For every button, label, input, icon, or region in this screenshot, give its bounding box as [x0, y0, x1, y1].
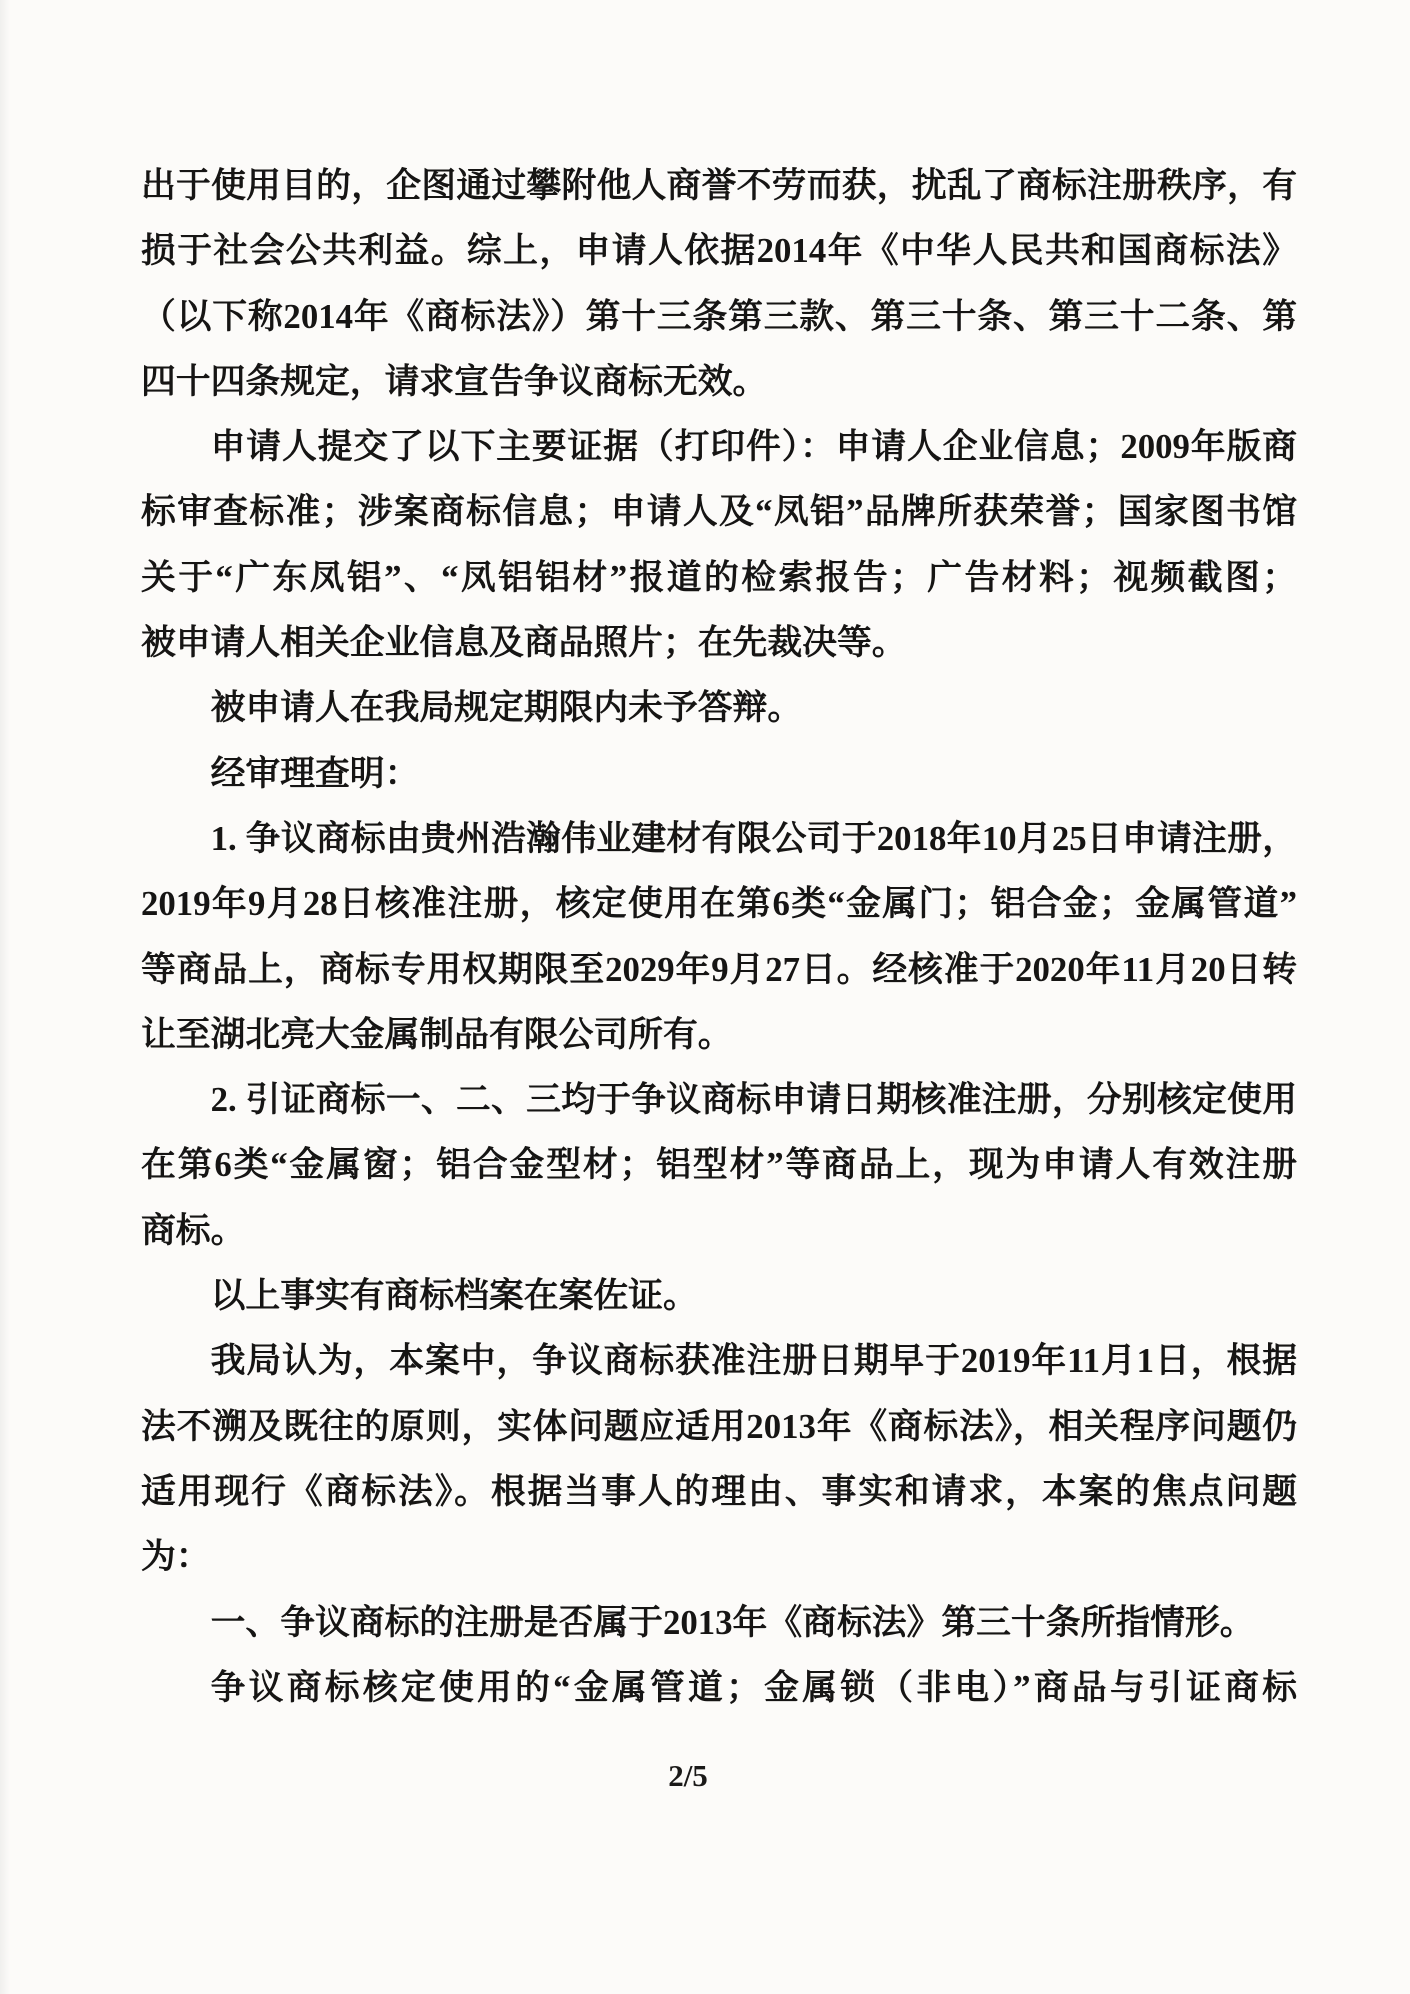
text-line: 四十四条规定，请求宣告争议商标无效。	[141, 361, 768, 401]
document-body	[141, 153, 1297, 1720]
text-line: 在第6类“金属窗；铝合金型材；铝型材”等商品上，现为申请人有效注册	[141, 1145, 1297, 1185]
text-line: 2019年9月28日核准注册，核定使用在第6类“金属门；铝合金；金属管道”	[141, 884, 1297, 924]
text-line: 损于社会公共利益。综上，申请人依据2014年《中华人民共和国商标法》	[141, 231, 1297, 271]
text-line: 被申请人在我局规定期限内未予答辩。	[210, 688, 803, 728]
text-line: 经审理查明：	[210, 753, 420, 793]
text-line: 适用现行《商标法》。根据当事人的理由、事实和请求，本案的焦点问题	[141, 1471, 1297, 1511]
text-line: 一、争议商标的注册是否属于2013年《商标法》第三十条所指情形。	[210, 1602, 1255, 1642]
text-line: （以下称2014年《商标法》）第十三条第三款、第三十条、第三十二条、第	[141, 296, 1297, 336]
text-line: 我局认为，本案中，争议商标获准注册日期早于2019年11月1日，根据	[210, 1341, 1297, 1381]
text-line: 关于“广东凤铝”、“凤铝铝材”报道的检索报告；广告材料；视频截图；	[141, 557, 1297, 597]
text-line: 申请人提交了以下主要证据（打印件）：申请人企业信息；2009年版商	[210, 427, 1297, 467]
text-line: 等商品上，商标专用权期限至2029年9月27日。经核准于2020年11月20日转	[141, 949, 1297, 989]
text-line: 为：	[141, 1537, 211, 1577]
text-line: 1. 争议商标由贵州浩瀚伟业建材有限公司于2018年10月25日申请注册，	[210, 818, 1297, 858]
text-line: 让至湖北亮大金属制品有限公司所有。	[141, 1014, 733, 1054]
scan-edge-artifact	[0, 0, 10, 1994]
text-line: 标审查标准；涉案商标信息；申请人及“凤铝”品牌所获荣誉；国家图书馆	[141, 492, 1297, 532]
text-line: 法不溯及既往的原则，实体问题应适用2013年《商标法》，相关程序问题仍	[141, 1406, 1297, 1446]
text-line: 商标。	[141, 1210, 246, 1250]
text-line: 以上事实有商标档案在案佐证。	[210, 1276, 698, 1316]
text-line: 争议商标核定使用的“金属管道；金属锁（非电）”商品与引证商标	[210, 1667, 1297, 1707]
text-line: 2. 引证商标一、二、三均于争议商标申请日期核准注册，分别核定使用	[210, 1080, 1297, 1120]
page-number: 2/5	[668, 1758, 708, 1793]
text-line: 出于使用目的，企图通过攀附他人商誉不劳而获，扰乱了商标注册秩序，有	[141, 166, 1297, 205]
text-line: 被申请人相关企业信息及商品照片；在先裁决等。	[141, 623, 907, 663]
